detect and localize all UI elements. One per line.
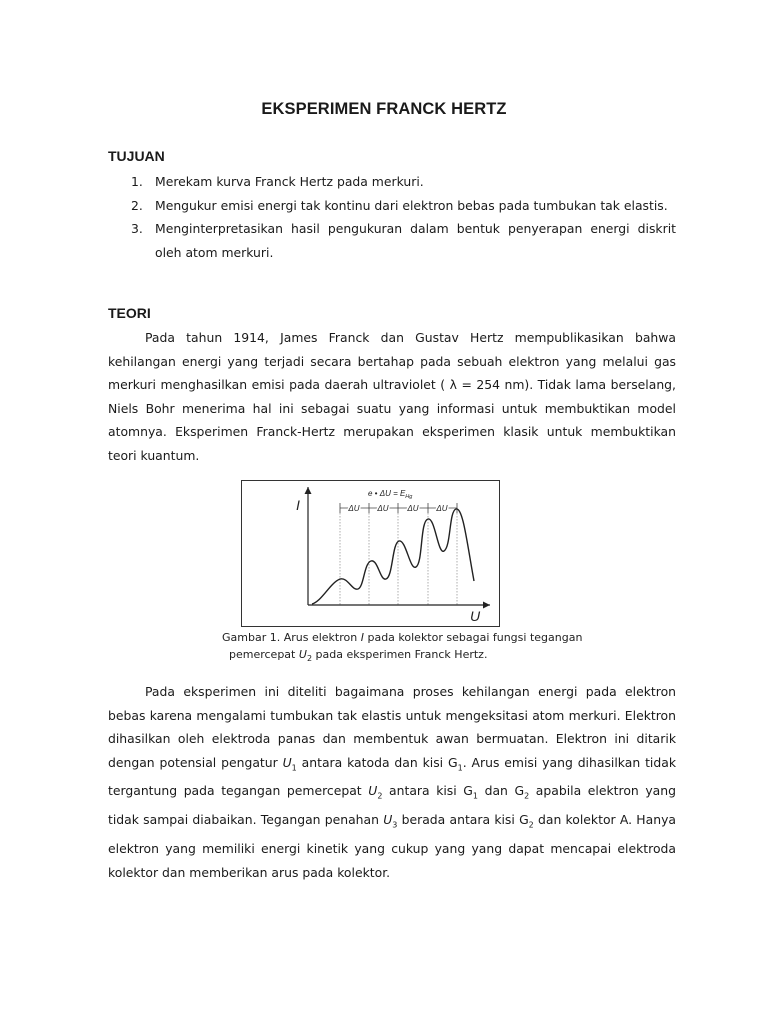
experiment-paragraph: Pada eksperimen ini diteliti bagaimana proses kehilangan energi pada elektron bebas karena mengalami tumbukan tak elastis untuk mengeksitasi atom merkuri. Elektron dihasilkan oleh elektroda panas dan membentuk awan bermuatan. Elektron ini ditarik dengan potensial pengatur $U_1$ antara katoda dan kisi $G_1$. Arus emisi yang dihasilkan tidak tergantung pada tegangan pemercepat $U_2$ antara kisi $G_1$ dan $G_2$ apabila elektron yang tidak sampai diabaikan. Tegangan penahan $U_3$ berada antara kisi $G_2$ dan kolektor A. Hanya elektron yang memiliki energi kinetik yang cukup yang yang dapat mencapai elektroda kolektor dan memberikan arus pada kolektor. xyxy=(108,684,676,880)
list-item-text: Merekam kurva Franck Hertz pada merkuri. xyxy=(155,174,424,189)
franck-hertz-curve-diagram xyxy=(242,481,499,626)
x-axis-label: U xyxy=(470,608,481,624)
list-item xyxy=(108,217,676,264)
list-item-text: Mengukur emisi energi tak kontinu dari elektron bebas pada tumbukan tak elastis. xyxy=(155,197,668,213)
document-title: EKSPERIMEN FRANCK HERTZ xyxy=(261,100,507,118)
list-item xyxy=(108,170,676,194)
objectives-list xyxy=(108,170,676,264)
delta-u-label: ΔU xyxy=(348,504,360,513)
figure-caption-line-1: Gambar 1. Arus elektron I pada kolektor sebagai fungsi tegangan xyxy=(222,631,583,644)
figure-caption-line-2: pemercepat $U_2$ pada eksperimen Franck Hertz. xyxy=(229,648,488,664)
theory-paragraph xyxy=(108,326,676,467)
franck-hertz-figure xyxy=(241,480,500,627)
list-item-number: 1. xyxy=(131,174,143,189)
list-item xyxy=(108,194,676,218)
current-voltage-curve xyxy=(312,509,474,604)
peak-guide-lines xyxy=(340,513,457,605)
delta-u-label: ΔU xyxy=(436,504,448,513)
section-heading-teori: TEORI xyxy=(108,305,151,321)
energy-equation: e • $\Delta U = E_{Hg}$ xyxy=(368,489,413,500)
list-item-number: 3. xyxy=(131,221,143,236)
theory-paragraph-text: Pada tahun 1914, James Franck dan Gustav Hertz mempublikasikan bahwa kehilangan energi yang terjadi secara bertahap pada sebuah elektron yang melalui gas merkuri menghasilkan emisi pada daerah ultraviolet ( λ = 254 nm). Tidak lama berselang, Niels Bohr menerima hal ini sebagai suatu yang informasi untuk membuktikan model atomnya. Eksperimen Franck-Hertz merupakan eksperimen klasik untuk membuktikan teori kuantum. xyxy=(108,330,676,463)
figure-caption xyxy=(222,629,622,667)
delta-u-label: ΔU xyxy=(407,504,419,513)
list-item-number: 2. xyxy=(131,197,143,213)
list-item-text: Menginterpretasikan hasil pengukuran dalam bentuk penyerapan energi diskrit oleh atom merkuri. xyxy=(155,221,676,260)
y-axis-label: I xyxy=(296,497,300,513)
section-heading-tujuan: TUJUAN xyxy=(108,148,165,164)
delta-u-label: ΔU xyxy=(377,504,389,513)
